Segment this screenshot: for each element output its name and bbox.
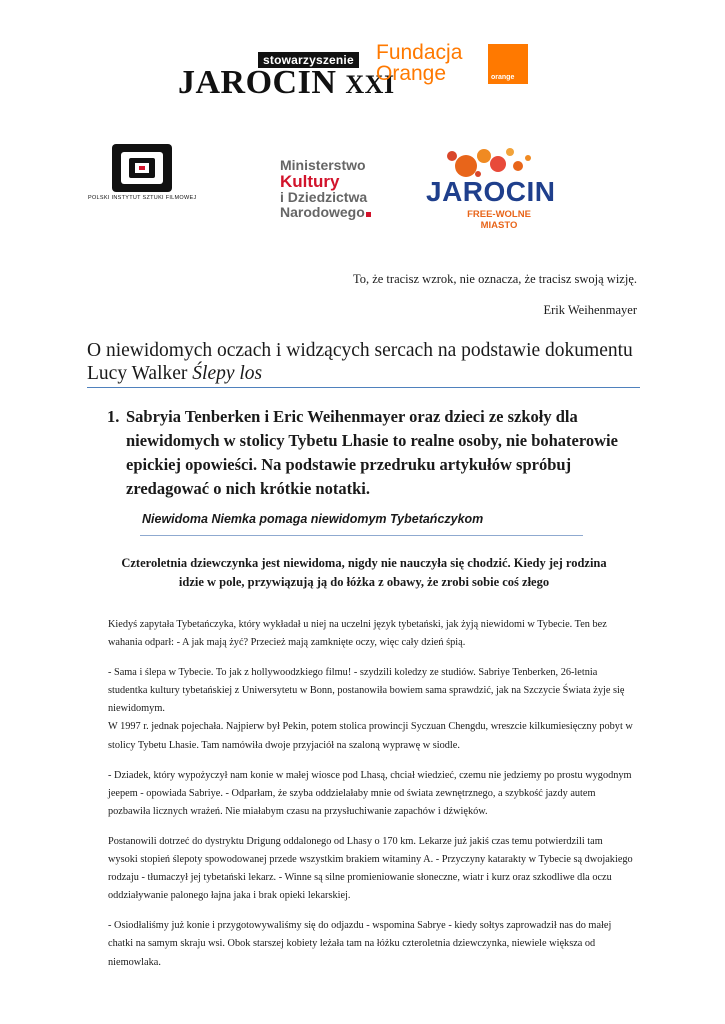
- article-paragraph: W 1997 r. jednak pojechała. Najpierw był Pekin, potem stolica prowincji Syczuan Chengdu, wreszcie kilkumiesięczny pobyt w stolicy Tybetu Lhasie. Tam namówiła dwoje przyjaciół na szaloną wyprawę w siodle.: [108, 721, 633, 751]
- jarocin-logo: [426, 144, 576, 234]
- article-paragraph: Kiedyś zapytała Tybetańczyka, który wykładał u niej na uczelni język tybetański, jak żyją niewidomi w Tybecie. Ten bez wahania odparł: - A jak mają żyć? Przecież mają zamknięte oczy, więc cały dzień śpią.: [108, 619, 607, 649]
- headline-divider: [140, 535, 583, 536]
- article-paragraph: - Osiodłaliśmy już konie i przygotowywaliśmy się do odjazdu - wspomina Sabrye - kiedy sołtys zaprowadził nas do małej chatki na samym skraju wsi. Obok starszej kobiety leżała tam na łóżku czteroletnia dziewczynka, niewiele większa od niemowlaka.: [108, 920, 612, 968]
- epigraph-author: Erik Weihenmayer: [543, 303, 637, 317]
- article-paragraph: Postanowili dotrzeć do dystryktu Drigung oddalonego od Lhasy o 170 km. Lekarze już jakiś czas temu potwierdzili tam wysoki stopień ślepoty spowodowanej przede wszystkim brakiem witaminy A. - Przyczyny katarakty w Tybecie są dwojakiego rodzaju - tłumaczył jej tybetański lekarz. - Winne są silne promieniowanie słoneczne, wiatr i kurz oraz szkodliwe dla oczu oddziaływanie palonego łajna jaka i brak opieki lekarskiej.: [108, 835, 633, 902]
- task-text: Sabryia Tenberken i Eric Weihenmayer oraz dzieci ze szkoły dla niewidomych w stolicy Tybetu Lhasie to realne osoby, nie bohaterowie epickiej opowieści. Na podstawie przedruku artykułów spróbuj zredagować o nich krótkie notatki.: [126, 407, 618, 498]
- article-headline: Niewidoma Niemka pomaga niewidomym Tybetańczykom: [142, 512, 484, 526]
- jarocin-subtitle: FREE-WOLNE MIASTO: [467, 209, 531, 231]
- pisf-emblem-icon: [110, 142, 174, 194]
- article-paragraph: - Dziadek, który wypożyczył nam konie w małej wiosce pod Lhasą, chciał wiedzieć, czemu nie jedziemy po prostu wygodnym jeepem - opowiada Sabriye. - Odparłam, że szyba oddzielałaby mnie od świata zewnętrznego, a szybkość jazdy autem pozbawiła licznych wrażeń. Nie miałabym czasu na przysłuchiwanie zapachów i dźwięków.: [108, 769, 632, 817]
- fundacja-orange-text: Fundacja Orange: [376, 41, 463, 85]
- task-number: 1.: [107, 407, 120, 426]
- paint-splash-icon: [440, 144, 540, 178]
- jarocin-name: JAROCIN: [426, 176, 556, 207]
- title-divider: [87, 387, 640, 388]
- epigraph-quote: To, że tracisz wzrok, nie oznacza, że tracisz swoją wizję.: [352, 272, 637, 286]
- article-body: [108, 616, 633, 984]
- pisf-logo: [88, 142, 208, 206]
- article-paragraph: - Sama i ślepa w Tybecie. To jak z hollywoodzkiego filmu! - szydzili koledzy ze studiów. Sabriye Tenberken, 26-letnia studentka kultury tybetańskiej z Uniwersytetu w Bonn, postanowiła bowiem sama sprawdzić, jak na Szczycie Świata żyje się niewidomym.: [108, 667, 625, 715]
- task-item: [107, 405, 627, 501]
- fundacja-orange-logo: [376, 42, 528, 88]
- stowarzyszenie-name: JAROCIN XXI: [178, 64, 395, 101]
- stowarzyszenie-tag: stowarzyszenie: [258, 52, 359, 68]
- page-title: O niewidomych oczach i widzących sercach na podstawie dokumentu Lucy Walker Ślepy los: [87, 340, 633, 384]
- orange-square-icon: orange: [488, 44, 528, 84]
- pisf-caption: POLSKI INSTYTUT SZTUKI FILMOWEJ: [88, 195, 197, 201]
- article-lead: Czteroletnia dziewczynka jest niewidoma, nigdy nie nauczyła się chodzić. Kiedy jej rodzina idzie w pole, przywiązują ją do łóżka z obawy, że zrobi sobie coś złego: [121, 556, 607, 589]
- ministerstwo-logo: Ministerstwo Kultury i Dziedzictwa Narodowego: [280, 158, 400, 224]
- stowarzyszenie-jarocin-logo: [178, 50, 395, 102]
- ministry-dot-icon: [366, 212, 371, 217]
